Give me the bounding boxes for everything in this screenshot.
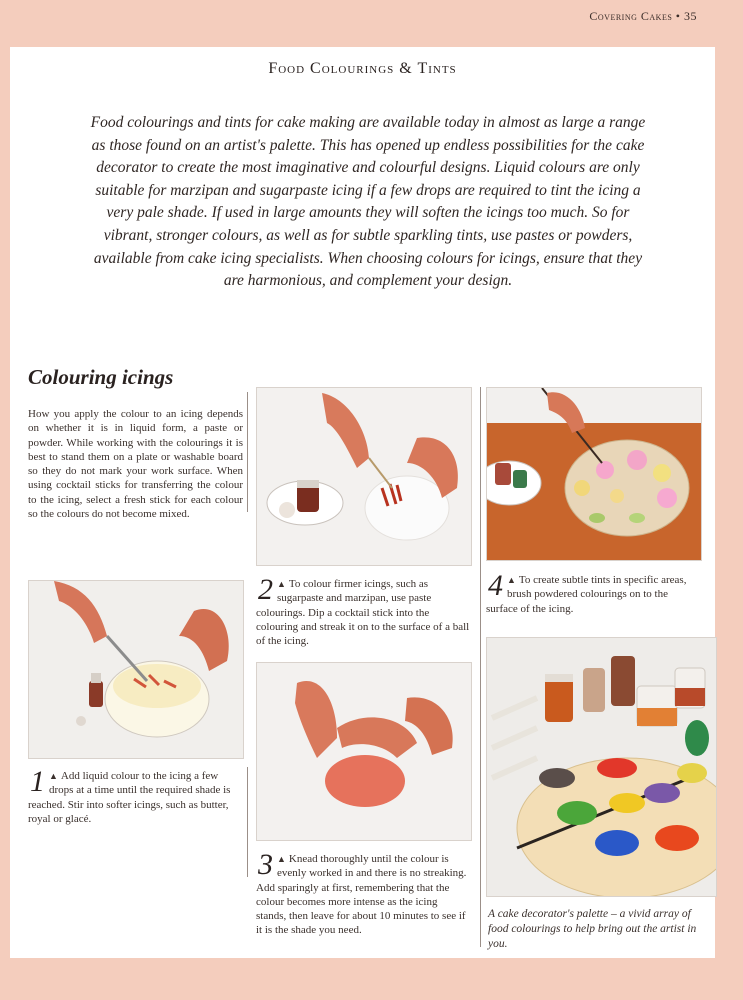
intro-paragraph: Food colourings and tints for cake making are available today in almost as large a range as those found on an artist's palette. This has opened up endless possibilities for the cake decorator to create the most imaginative and colourful designs. Liquid colours are only suitable for marzipan and sugarpaste icing if a few drops are required to tint the icing a very pale shade. If used in large amounts they will soften the icings too much. So for vibrant, stronger colours, as well as for subtle sparkling tints, use pastes or powders, available from cake icing specialists. When choosing colours for icings, ensure that they are harmonious, and complement your design. — [90, 114, 646, 290]
photo-step-2 — [256, 387, 472, 566]
step-text: To colour firmer icings, such as sugarpaste and marzipan, use paste colourings. Dip a cocktail stick into the colouring and streak it on to the surface of a ball of the icing. — [256, 578, 470, 648]
page-title: Food Colourings & Tints — [268, 60, 457, 77]
photo-step-1-image — [29, 581, 243, 758]
photo-step-4 — [486, 387, 702, 561]
page — [10, 47, 715, 958]
step-3 — [256, 848, 470, 938]
step-2 — [256, 573, 470, 648]
step-text: Knead thoroughly until the colour is evenly worked in and there is no streaking. Add sparingly at first, remembering that the colour becomes more intense as the icing stands, then leave for about 10 minutes to see if it is the shade you need. — [256, 853, 467, 937]
photo-step-3-image — [257, 663, 471, 840]
photo-palette-image — [487, 638, 716, 896]
photo-caption: A cake decorator's palette – a vivid array of food colourings to help bring out the artist in you. — [488, 908, 697, 950]
triangle-icon: ▲ — [277, 579, 286, 589]
triangle-icon: ▲ — [277, 854, 286, 864]
column-rule — [247, 767, 248, 877]
section-body: How you apply the colour to an icing depends on whether it is in liquid form, a paste or powder. While working with the colourings it is best to stand them on a plate or washable board so they do not mark your work surface. When using cocktail sticks for transferring the colour to the icing, select a fresh stick for each colour so the colours do not become mixed. — [28, 408, 243, 521]
photo-step-1 — [28, 580, 244, 759]
photo-step-3 — [256, 662, 472, 841]
running-head: Covering Cakes • 35 — [589, 9, 697, 23]
triangle-icon: ▲ — [507, 575, 516, 585]
photo-step-4-image — [487, 388, 701, 560]
column-rule — [480, 387, 481, 947]
step-number: 2 — [258, 573, 273, 606]
section-title: Colouring icings — [28, 365, 174, 389]
step-number: 1 — [30, 765, 45, 798]
column-rule — [247, 392, 248, 512]
photo-palette — [486, 637, 717, 897]
step-1 — [28, 765, 242, 826]
step-4 — [486, 569, 700, 616]
step-text: To create subtle tints in specific areas, brush powdered colourings on to the surface of the icing. — [486, 574, 687, 615]
step-number: 3 — [258, 848, 273, 881]
photo-step-2-image — [257, 388, 471, 565]
triangle-icon: ▲ — [49, 771, 58, 781]
step-number: 4 — [488, 569, 503, 602]
step-text: Add liquid colour to the icing a few drops at a time until the required shade is reached. Stir into softer icings, such as butter, royal or glacé. — [28, 770, 231, 825]
